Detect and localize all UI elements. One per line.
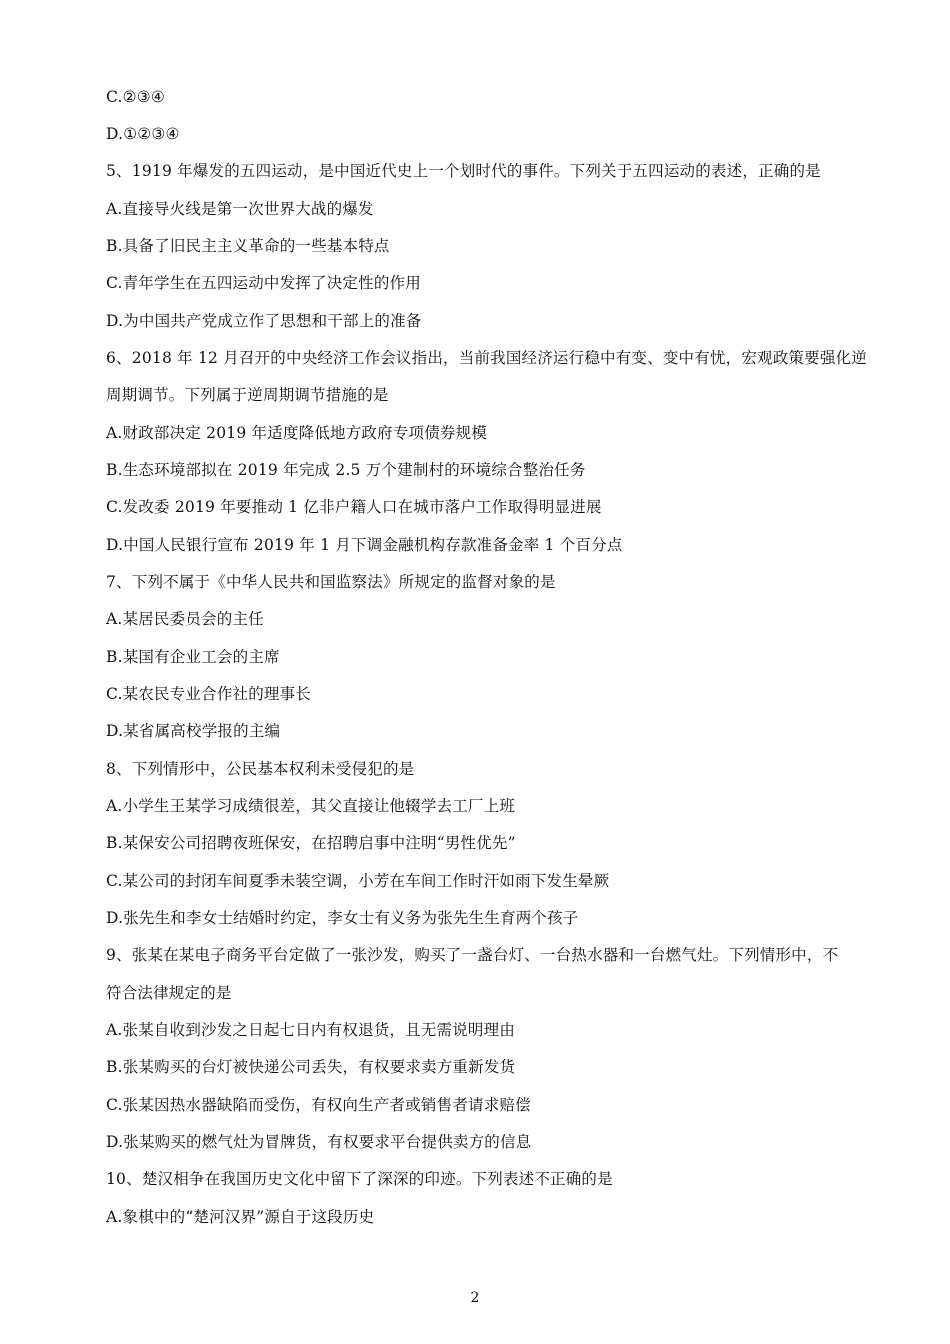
question-line: 5、1919 年爆发的五四运动，是中国近代史上一个划时代的事件。下列关于五四运动的表述，正确的是 bbox=[106, 162, 821, 180]
question-line: 9、张某在某电子商务平台定做了一张沙发，购买了一盏台灯、一台热水器和一台燃气灶。下列情形中，不 bbox=[106, 946, 839, 964]
option-line: C.②③④ bbox=[106, 88, 165, 106]
question-line-continued: 周期调节。下列属于逆周期调节措施的是 bbox=[106, 386, 389, 404]
option-line: C.青年学生在五四运动中发挥了决定性的作用 bbox=[106, 274, 421, 292]
option-line: A.某居民委员会的主任 bbox=[106, 610, 264, 628]
option-line: B.某国有企业工会的主席 bbox=[106, 648, 280, 666]
question-line: 10、楚汉相争在我国历史文化中留下了深深的印迹。下列表述不正确的是 bbox=[106, 1170, 613, 1188]
question-line-continued: 符合法律规定的是 bbox=[106, 984, 232, 1002]
option-line: B.某保安公司招聘夜班保安，在招聘启事中注明“男性优先” bbox=[106, 834, 516, 852]
question-line: 8、下列情形中，公民基本权利未受侵犯的是 bbox=[106, 760, 415, 778]
question-line: 6、2018 年 12 月召开的中央经济工作会议指出，当前我国经济运行稳中有变、变中有忧，宏观政策要强化逆 bbox=[106, 349, 867, 367]
option-line: D.①②③④ bbox=[106, 125, 180, 143]
option-line: C.张某因热水器缺陷而受伤，有权向生产者或销售者请求赔偿 bbox=[106, 1096, 531, 1114]
page-number: 2 bbox=[470, 1290, 480, 1306]
option-line: B.具备了旧民主主义革命的一些基本特点 bbox=[106, 237, 390, 255]
option-line: B.张某购买的台灯被快递公司丢失，有权要求卖方重新发货 bbox=[106, 1058, 516, 1076]
option-line: A.张某自收到沙发之日起七日内有权退货，且无需说明理由 bbox=[106, 1021, 516, 1039]
option-line: C.发改委 2019 年要推动 1 亿非户籍人口在城市落户工作取得明显进展 bbox=[106, 498, 602, 516]
question-line: 7、下列不属于《中华人民共和国监察法》所规定的监督对象的是 bbox=[106, 573, 556, 591]
option-line: A.财政部决定 2019 年适度降低地方政府专项债券规模 bbox=[106, 424, 488, 442]
option-line: D.张某购买的燃气灶为冒牌货，有权要求平台提供卖方的信息 bbox=[106, 1133, 532, 1151]
option-line: B.生态环境部拟在 2019 年完成 2.5 万个建制村的环境综合整治任务 bbox=[106, 461, 586, 479]
option-line: C.某公司的封闭车间夏季未装空调，小芳在车间工作时汗如雨下发生晕厥 bbox=[106, 872, 610, 890]
option-line: D.中国人民银行宣布 2019 年 1 月下调金融机构存款准备金率 1 个百分点 bbox=[106, 536, 623, 554]
option-line: A.象棋中的“楚河汉界”源自于这段历史 bbox=[106, 1208, 375, 1226]
option-line: A.直接导火线是第一次世界大战的爆发 bbox=[106, 200, 374, 218]
option-line: D.某省属高校学报的主编 bbox=[106, 722, 281, 740]
option-line: D.为中国共产党成立作了思想和干部上的准备 bbox=[106, 312, 422, 330]
option-line: D.张先生和李女士结婚时约定，李女士有义务为张先生生育两个孩子 bbox=[106, 909, 579, 927]
option-line: A.小学生王某学习成绩很差，其父直接让他辍学去工厂上班 bbox=[106, 797, 516, 815]
option-line: C.某农民专业合作社的理事长 bbox=[106, 685, 312, 703]
